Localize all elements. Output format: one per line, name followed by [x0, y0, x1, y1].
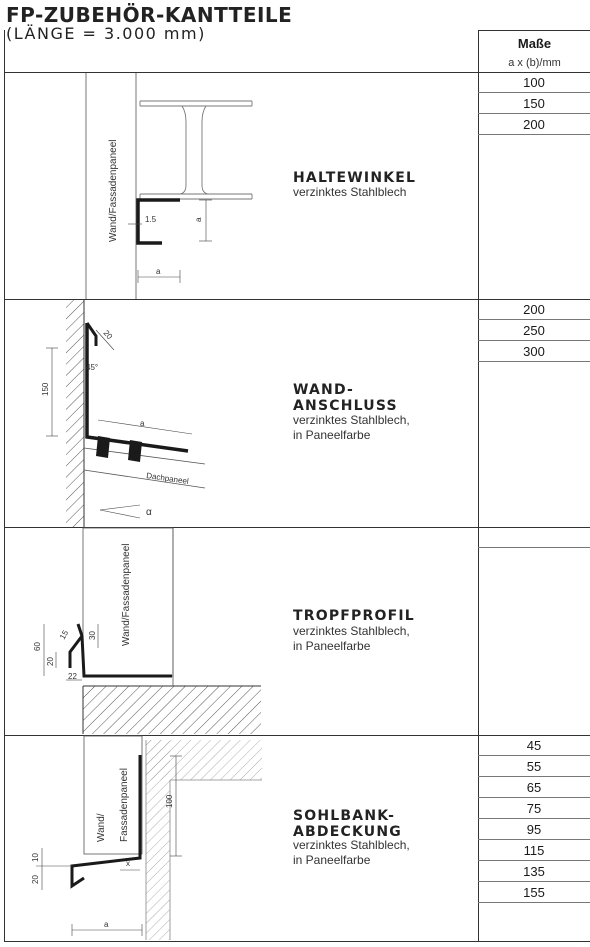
- panel-label: Wand/: [96, 813, 107, 842]
- dim-label: 1.5: [145, 215, 157, 224]
- dim-label: 100: [165, 794, 174, 808]
- product-desc-line: verzinktes Stahlblech: [293, 185, 407, 199]
- dim-label: 10: [31, 853, 40, 862]
- product-desc-line: verzinktes Stahlblech,: [293, 838, 410, 852]
- i-beam-icon: [140, 101, 252, 199]
- panel-label: Fassadenpaneel: [119, 768, 130, 842]
- panel-label: Wand/Fassadenpaneel: [121, 543, 132, 646]
- dim-label: 45°: [86, 363, 99, 372]
- product-name-line: ANSCHLUSS: [293, 398, 398, 414]
- product-name-line: TROPFPROFIL: [293, 608, 415, 624]
- dim-label: 60: [33, 642, 42, 651]
- dim-label: 20: [31, 875, 40, 884]
- dim-label: x: [126, 859, 130, 868]
- dimension-line: [100, 510, 140, 518]
- dimension-line: [100, 505, 140, 510]
- size-cell: 300: [478, 341, 590, 362]
- wall-hatch: [66, 300, 84, 527]
- dim-label: a: [140, 419, 145, 428]
- product-desc-line: in Paneelfarbe: [293, 853, 371, 867]
- dim-label: 22: [68, 672, 77, 681]
- page-subtitle: (LÄNGE = 3.000 mm): [6, 24, 206, 43]
- size-cell: 250: [478, 320, 590, 341]
- masse-unit: a x (b)/mm: [508, 57, 561, 69]
- haltewinkel-drawing: [86, 73, 252, 299]
- product-desc-line: verzinktes Stahlblech,: [293, 624, 410, 638]
- wandanschluss-drawing: [41, 300, 205, 527]
- dim-label: 30: [88, 631, 97, 640]
- wall-flashing-profile: [87, 323, 188, 451]
- wall-panel: [84, 736, 142, 854]
- size-cell: 65: [478, 777, 590, 798]
- dim-label: 20: [46, 657, 55, 666]
- size-cell: 115: [478, 840, 590, 861]
- product-name-line: HALTEWINKEL: [293, 170, 417, 186]
- angle-label: α: [146, 507, 152, 518]
- size-cell: 100: [478, 72, 590, 93]
- product-name-line: SOHLBANK-: [293, 808, 396, 824]
- product-desc-line: in Paneelfarbe: [293, 428, 371, 442]
- size-cell: 200: [478, 299, 590, 320]
- product-name-line: ABDECKUNG: [293, 824, 402, 840]
- dimension-line: [98, 420, 192, 434]
- size-cell: 55: [478, 756, 590, 777]
- panel-label: Wand/Fassadenpaneel: [108, 139, 119, 242]
- size-cell: 200: [478, 114, 590, 135]
- dim-label: a: [156, 267, 161, 276]
- page-title: FP-ZUBEHÖR-KANTTEILE: [6, 3, 293, 27]
- dim-label: a: [104, 920, 109, 929]
- product-desc-line: verzinktes Stahlblech,: [293, 413, 410, 427]
- size-cell: 155: [478, 882, 590, 903]
- dim-label: a: [194, 217, 203, 222]
- wall-hatch: [146, 740, 170, 940]
- sohlbank-drawing: [31, 736, 262, 940]
- size-cell: 45: [478, 735, 590, 756]
- size-cell: 75: [478, 798, 590, 819]
- size-cell: 135: [478, 861, 590, 882]
- size-cell: 95: [478, 819, 590, 840]
- floor-hatch: [83, 686, 261, 734]
- product-name-line: WAND-: [293, 382, 355, 398]
- dim-label: 20: [101, 328, 115, 342]
- drip-edge: [70, 636, 82, 668]
- roof-panel-label: Dachpaneel: [145, 471, 190, 486]
- size-cell: 150: [478, 93, 590, 114]
- dim-label: 15: [57, 628, 71, 641]
- masse-heading: Maße: [517, 36, 552, 51]
- product-desc-line: in Paneelfarbe: [293, 639, 371, 653]
- dim-label: 150: [41, 382, 50, 396]
- tropfprofil-drawing: [33, 528, 261, 734]
